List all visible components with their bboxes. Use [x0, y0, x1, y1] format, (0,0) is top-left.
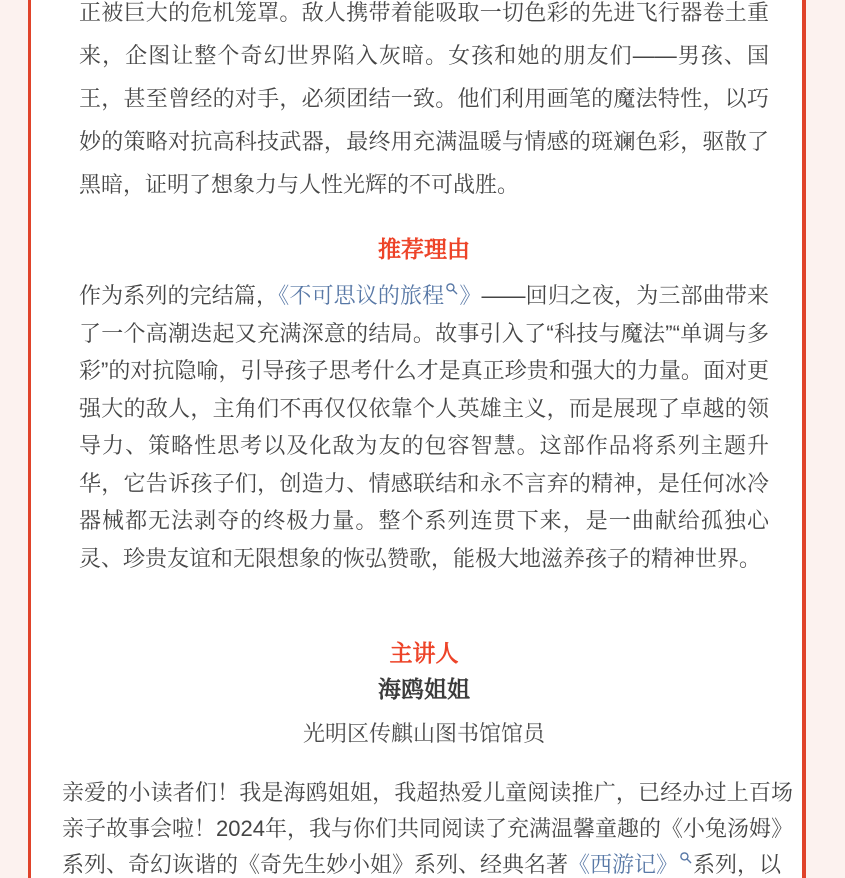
search-icon[interactable] — [679, 851, 692, 864]
book-link-title[interactable]: 《不可思议的旅程 — [278, 283, 445, 308]
speaker-bio-paragraph — [62, 775, 793, 878]
speaker-section — [31, 637, 802, 750]
book-link-incredible-journey[interactable] — [278, 283, 481, 308]
book-link-close-bracket[interactable]: 》 — [459, 283, 482, 308]
recommendation-heading: 推荐理由 — [378, 236, 470, 262]
article-card — [28, 0, 806, 878]
book-link-journey-west[interactable] — [568, 852, 693, 877]
recommendation-paragraph — [79, 277, 769, 577]
story-intro-paragraph: 正被巨大的危机笼罩。敌人携带着能吸取一切色彩的先进飞行器卷土重来，企图让整个奇幻世界陷入灰暗。女孩和她的朋友们——男孩、国王，甚至曾经的对手，必须团结一致。他们利用画笔的魔法特性，以巧妙的策略对抗高科技武器，最终用充满温暖与情感的斑斓色彩，驱散了黑暗，证明了想象力与人性光辉的不可战胜。 — [79, 0, 769, 197]
story-intro-section — [31, 0, 802, 206]
bio-text-after-link: 系列，以 — [693, 852, 782, 877]
book-link-title[interactable]: 《西游记》 — [568, 852, 679, 877]
bio-text-before-link: 亲爱的小读者们！我是海鸥姐姐，我超热爱儿童阅读推广，已经办过上百场亲子故事会啦！2024年，我与你们共同阅读了充满温馨童趣的《小兔汤姆》系列、奇幻诙谐的《奇先生妙小姐》系列、经典名著 — [62, 780, 793, 877]
speaker-title: 光明区传麒山图书馆馆员 — [302, 721, 545, 746]
speaker-name: 海鸥姐姐 — [378, 676, 470, 702]
speaker-heading: 主讲人 — [389, 640, 459, 666]
speaker-bio-section — [31, 775, 802, 878]
recommendation-text-after-link: ——回归之夜，为三部曲带来了一个高潮迭起又充满深意的结局。故事引入了“科技与魔法”“单调与多彩”的对抗隐喻，引导孩子思考什么才是真正珍贵和强大的力量。面对更强大的敌人，主角们不再仅仅依靠个人英雄主义，而是展现了卓越的领导力、策略性思考以及化敌为友的包容智慧。这部作品将系列主题升华，它告诉孩子们，创造力、情感联结和永不言弃的精神，是任何冰冷器械都无法剥夺的终极力量。整个系列连贯下来，是一曲献给孤独心灵、珍贵友谊和无限想象的恢弘赞歌，能极大地滋养孩子的精神世界。 — [79, 283, 769, 571]
search-icon[interactable] — [445, 282, 458, 295]
recommendation-section — [31, 233, 802, 577]
recommendation-text-before-link: 作为系列的完结篇， — [79, 283, 279, 308]
